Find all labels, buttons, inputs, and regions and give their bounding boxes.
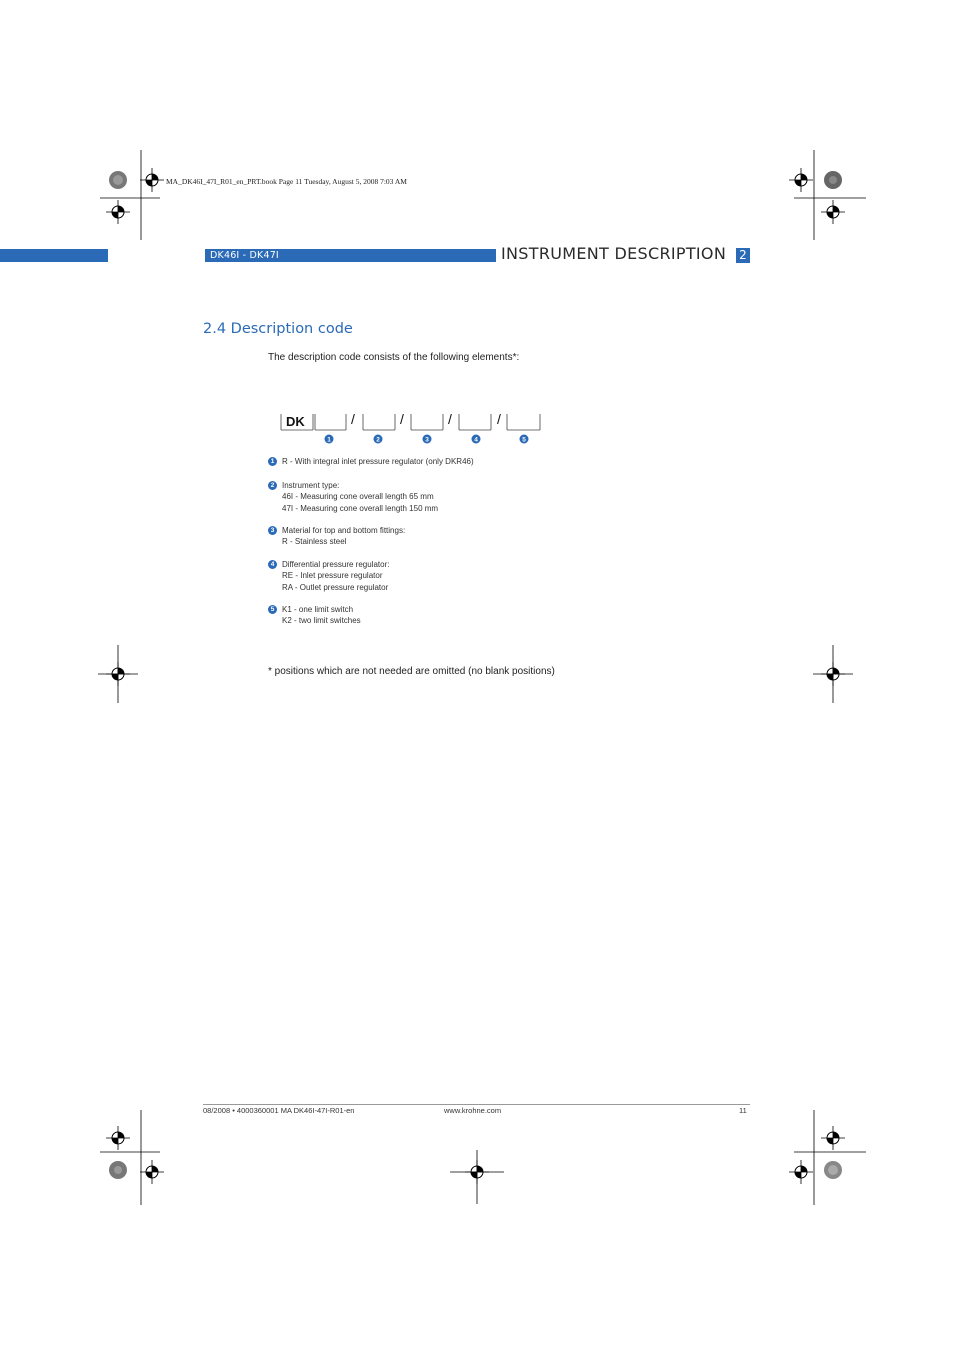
svg-text:3: 3 xyxy=(425,436,429,444)
registration-target-icon xyxy=(140,168,164,192)
code-separator: / xyxy=(400,411,404,427)
crop-mark-icon xyxy=(794,1110,866,1205)
header-product-band xyxy=(205,249,496,262)
code-slot xyxy=(363,414,395,430)
crop-mark-icon xyxy=(100,1110,160,1205)
footnote: * positions which are not needed are omitted (no blank positions) xyxy=(268,666,555,677)
code-prefix-box xyxy=(281,414,313,430)
legend-marker: 1 xyxy=(268,457,277,466)
position-marker xyxy=(423,435,432,444)
intro-text: The description code consists of the following elements*: xyxy=(268,352,520,363)
legend-marker: 4 xyxy=(268,560,277,569)
svg-text:2: 2 xyxy=(376,436,380,444)
position-marker xyxy=(325,435,334,444)
color-rosette-icon xyxy=(823,170,843,190)
color-rosette-icon xyxy=(108,1160,128,1180)
footer-website[interactable]: www.krohne.com xyxy=(444,1106,502,1115)
code-separator: / xyxy=(497,411,501,427)
color-rosette-icon xyxy=(823,1160,843,1180)
chapter-title: INSTRUMENT DESCRIPTION xyxy=(501,244,727,263)
legend-line: R - Stainless steel xyxy=(282,537,347,547)
code-prefix: DK xyxy=(286,414,305,429)
chapter-number: 2 xyxy=(736,248,750,263)
svg-text:1: 1 xyxy=(327,436,331,444)
legend-line: Instrument type: xyxy=(282,481,340,490)
crop-mark-icon xyxy=(794,150,866,240)
registration-target-icon xyxy=(789,168,813,192)
registration-target-icon xyxy=(140,1160,164,1184)
position-marker xyxy=(472,435,481,444)
section-title: 2.4 Description code xyxy=(203,321,353,337)
legend-line: Material for top and bottom fittings: xyxy=(282,526,406,535)
description-code-diagram xyxy=(278,405,548,447)
legend-line: RE - Inlet pressure regulator xyxy=(282,571,383,581)
header-band xyxy=(0,249,108,262)
code-slot xyxy=(507,414,540,430)
legend-line: R - With integral inlet pressure regulator (only DKR46) xyxy=(282,457,474,466)
book-info: MA_DK46I_47I_R01_en_PRT.book Page 11 Tuesday, August 5, 2008 7:03 AM xyxy=(166,177,407,186)
code-slot xyxy=(459,414,491,430)
legend-marker: 3 xyxy=(268,526,277,535)
legend-marker: 2 xyxy=(268,481,277,490)
code-separator: / xyxy=(448,411,452,427)
code-slot xyxy=(315,414,346,430)
crop-mark-icon xyxy=(450,1150,504,1204)
page-number: 11 xyxy=(739,1106,747,1115)
registration-target-icon xyxy=(821,1126,845,1150)
legend-line: 47I - Measuring cone overall length 150 mm xyxy=(282,503,439,513)
legend-line: K2 - two limit switches xyxy=(282,616,361,626)
svg-text:5: 5 xyxy=(522,436,526,444)
legend-line: 46I - Measuring cone overall length 65 mm xyxy=(282,492,434,502)
legend-line: Differential pressure regulator: xyxy=(282,560,390,569)
registration-target-icon xyxy=(789,1160,813,1184)
product-label: DK46I - DK47I xyxy=(210,250,279,261)
footer-document-id: 08/2008 • 4000360001 MA DK46I-47I-R01-en xyxy=(203,1106,355,1115)
registration-target-icon xyxy=(106,1126,130,1150)
svg-text:4: 4 xyxy=(474,436,478,444)
legend-marker: 5 xyxy=(268,605,277,614)
color-rosette-icon xyxy=(108,170,128,190)
code-separator: / xyxy=(351,411,355,427)
crop-mark-icon xyxy=(100,150,160,240)
crop-mark-icon xyxy=(813,645,853,703)
registration-target-icon xyxy=(821,200,845,224)
footer-divider xyxy=(203,1104,750,1105)
legend-line: RA - Outlet pressure regulator xyxy=(282,582,389,592)
legend-line: K1 - one limit switch xyxy=(282,605,354,614)
position-marker xyxy=(374,435,383,444)
crop-mark-icon xyxy=(98,645,138,703)
registration-target-icon xyxy=(106,200,130,224)
position-marker xyxy=(520,435,529,444)
code-slot xyxy=(411,414,443,430)
